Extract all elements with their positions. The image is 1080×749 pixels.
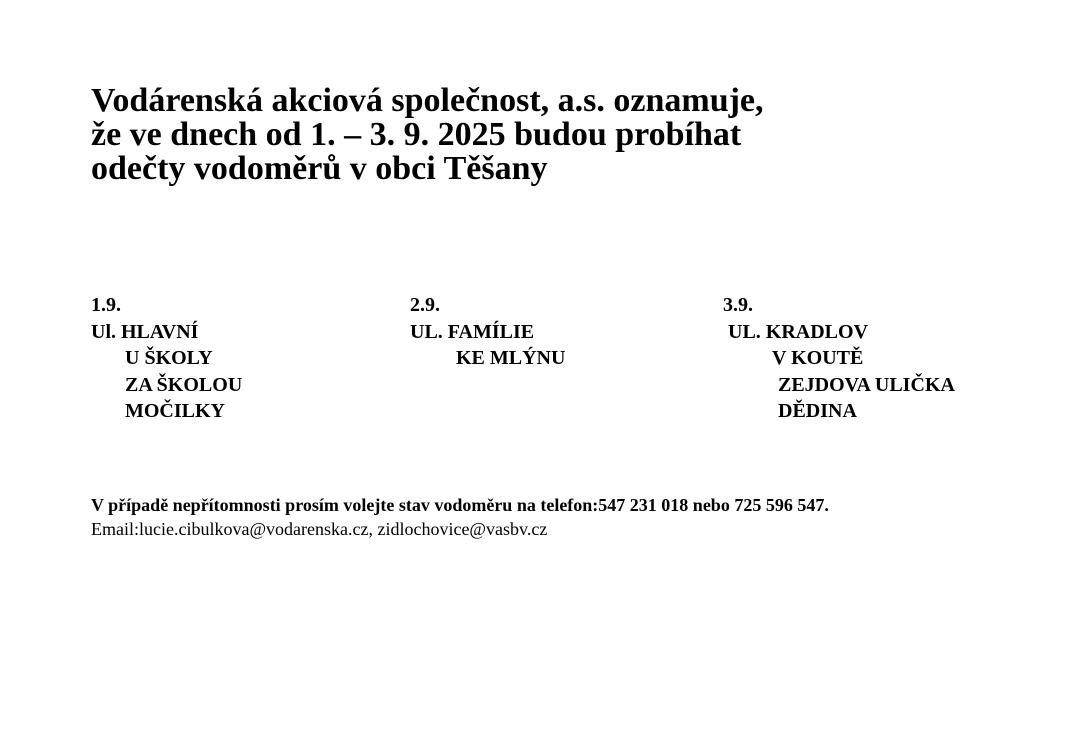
contact-info <box>91 493 1051 541</box>
phone-note: V případě nepřítomnosti prosím volejte stav vodoměru na telefon:547 231 018 nebo 725 596 547. <box>91 495 829 515</box>
schedule-date: 1.9. <box>91 294 121 316</box>
street-name: UL. FAMÍLIE <box>410 320 535 343</box>
street-name: MOČILKY <box>125 400 225 422</box>
street-name: UL. KRADLOV <box>728 320 869 343</box>
street-name: V KOUTĚ <box>772 347 864 369</box>
schedule-day-1 <box>91 292 242 425</box>
schedule-date: 2.9. <box>410 294 440 316</box>
street-name: Ul. HLAVNÍ <box>91 320 199 343</box>
schedule-day-2 <box>410 292 565 372</box>
email-line: Email:lucie.cibulkova@vodarenska.cz, zidlochovice@vasbv.cz <box>91 519 548 539</box>
announcement-headline <box>91 84 1031 186</box>
street-name: ZEJDOVA ULIČKA <box>778 373 955 396</box>
headline-line-3: odečty vodoměrů v obci Těšany <box>91 150 548 187</box>
street-name: KE MLÝNU <box>456 347 566 369</box>
headline-line-1: Vodárenská akciová společnost, a.s. oznamuje, <box>91 82 764 119</box>
street-name: ZA ŠKOLOU <box>125 373 243 396</box>
headline-line-2: že ve dnech od 1. – 3. 9. 2025 budou probíhat <box>91 116 742 153</box>
schedule-date: 3.9. <box>723 294 753 316</box>
street-name: U ŠKOLY <box>125 347 213 369</box>
street-name: DĚDINA <box>778 400 857 422</box>
schedule-day-3 <box>723 292 955 425</box>
